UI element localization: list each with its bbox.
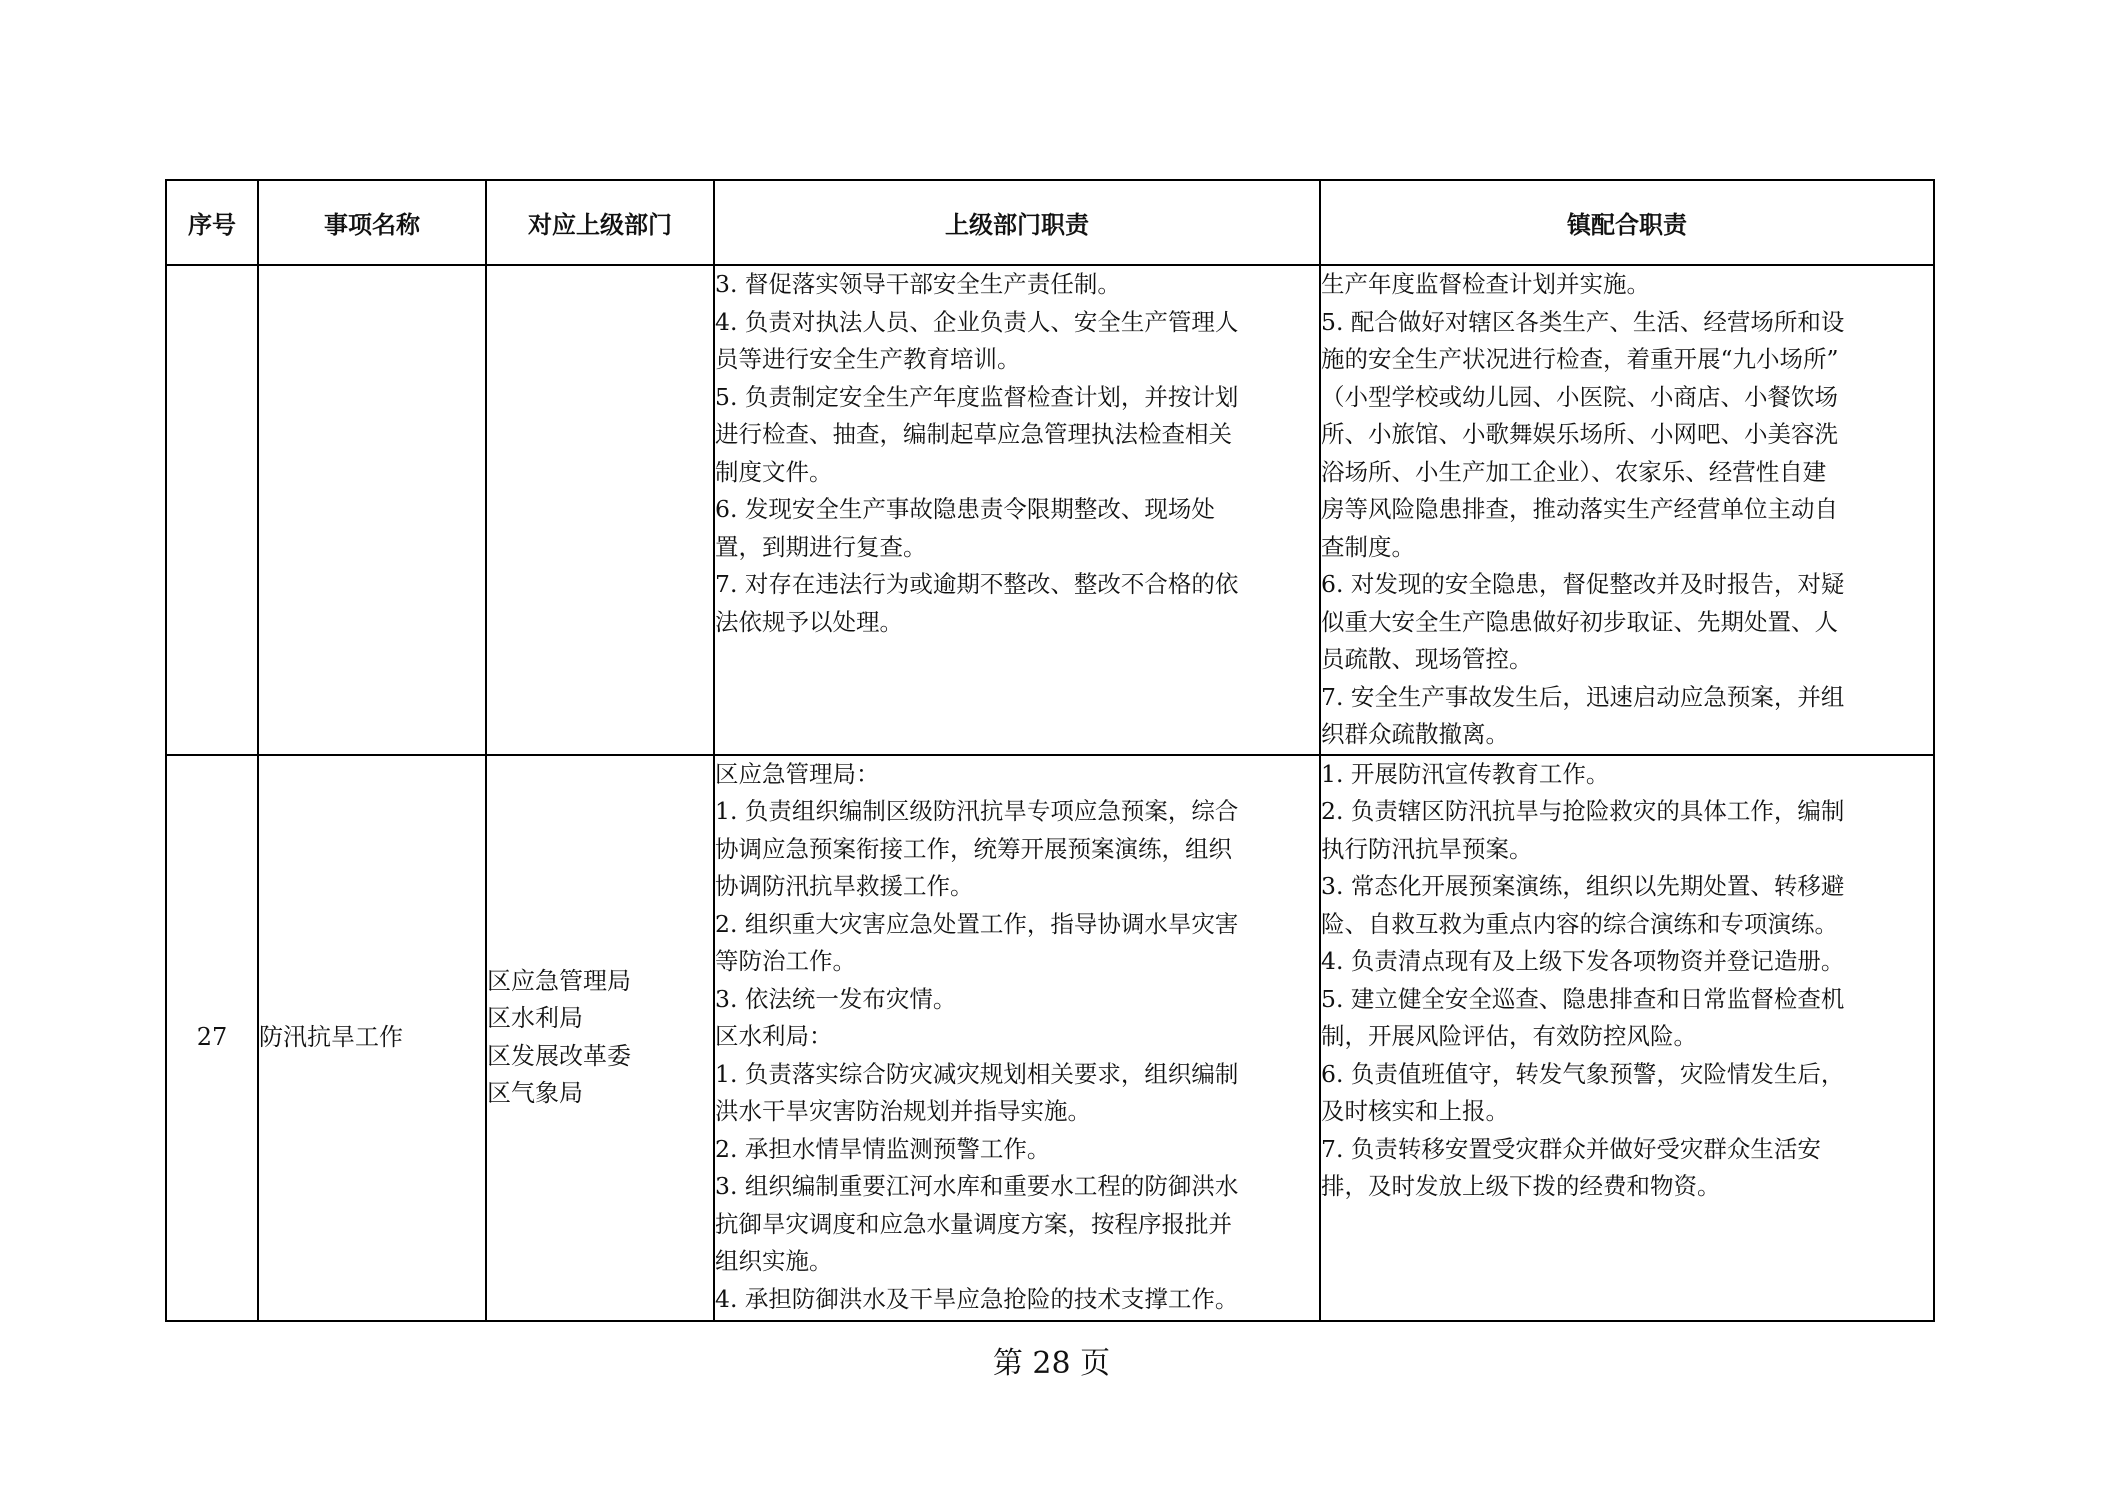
row-upper-dept — [486, 755, 714, 1321]
upper-duty-line: 员等进行安全生产教育培训。 — [715, 345, 1021, 373]
duty-table — [165, 179, 1935, 1322]
row-upper-duty — [714, 265, 1320, 755]
town-duty-line: 浴场所、小生产加工企业）、农家乐、经营性自建 — [1321, 457, 1827, 486]
town-duty-line: 似重大安全生产隐患做好初步取证、先期处置、人 — [1321, 607, 1838, 636]
dept-line: 区发展改革委 — [487, 1041, 631, 1070]
dept-line: 区气象局 — [487, 1079, 583, 1107]
town-duty-line: 6. 负责值班值守，转发气象预警，灾险情发生后， — [1321, 1059, 1845, 1088]
dept-line: 区应急管理局 — [487, 966, 631, 995]
upper-duty-line: 2. 组织重大灾害应急处置工作，指导协调水旱灾害 — [715, 909, 1239, 938]
row-item-name — [258, 265, 486, 755]
upper-duty-line: 1. 负责组织编制区级防汛抗旱专项应急预案，综合 — [715, 797, 1239, 825]
upper-duty-line: 3. 依法统一发布灾情。 — [715, 984, 957, 1013]
upper-duty-line: 6. 发现安全生产事故隐患责令限期整改、现场处 — [715, 495, 1215, 523]
header-town-duty: 镇配合职责 — [1320, 180, 1934, 265]
town-duty-line: 5. 配合做好对辖区各类生产、生活、经营场所和设 — [1321, 307, 1845, 336]
town-duty-line: 险、自救互救为重点内容的综合演练和专项演练。 — [1321, 909, 1838, 938]
upper-duty-line: 制度文件。 — [715, 457, 833, 486]
header-upper-duty: 上级部门职责 — [714, 180, 1320, 265]
town-duty-line: 所、小旅馆、小歌舞娱乐场所、小网吧、小美容洗 — [1321, 420, 1838, 448]
town-duty-line: （小型学校或幼儿园、小医院、小商店、小餐饮场 — [1321, 382, 1838, 411]
upper-duty-line: 法依规予以处理。 — [715, 607, 903, 636]
town-duty-line: 7. 负责转移安置受灾群众并做好受灾群众生活安 — [1321, 1134, 1821, 1163]
town-duty-line: 6. 对发现的安全隐患，督促整改并及时报告，对疑 — [1321, 570, 1845, 598]
town-duty-line: 2. 负责辖区防汛抗旱与抢险救灾的具体工作，编制 — [1321, 797, 1845, 825]
upper-duty-line: 7. 对存在违法行为或逾期不整改、整改不合格的依 — [715, 570, 1239, 598]
upper-duty-line: 3. 督促落实领导干部安全生产责任制。 — [715, 270, 1121, 298]
town-duty-line: 施的安全生产状况进行检查，着重开展“九小场所” — [1321, 345, 1839, 373]
upper-duty-line: 置，到期进行复查。 — [715, 532, 927, 561]
upper-duty-line: 洪水干旱灾害防治规划并指导实施。 — [715, 1097, 1091, 1125]
town-duty-line: 1. 开展防汛宣传教育工作。 — [1321, 759, 1610, 788]
town-duty-line: 3. 常态化开展预案演练，组织以先期处置、转移避 — [1321, 872, 1845, 900]
upper-duty-line: 协调应急预案衔接工作，统筹开展预案演练，组织 — [715, 834, 1232, 863]
upper-duty-line: 协调防汛抗旱救援工作。 — [715, 872, 974, 900]
header-upper-dept: 对应上级部门 — [486, 180, 714, 265]
town-duty-line: 房等风险隐患排查，推动落实生产经营单位主动自 — [1321, 495, 1838, 523]
upper-duty-line: 进行检查、抽查，编制起草应急管理执法检查相关 — [715, 420, 1232, 448]
row-item-name: 防汛抗旱工作 — [258, 755, 486, 1321]
town-duty-line: 执行防汛抗旱预案。 — [1321, 834, 1533, 863]
row-town-duty — [1320, 265, 1934, 755]
table-header-row — [166, 180, 1934, 265]
row-upper-duty — [714, 755, 1320, 1321]
header-item-name: 事项名称 — [258, 180, 486, 265]
town-duty-line: 7. 安全生产事故发生后，迅速启动应急预案，并组 — [1321, 682, 1845, 711]
upper-duty-line: 4. 承担防御洪水及干旱应急抢险的技术支撑工作。 — [715, 1284, 1239, 1313]
upper-duty-line: 5. 负责制定安全生产年度监督检查计划，并按计划 — [715, 382, 1239, 411]
upper-duty-line: 2. 承担水情旱情监测预警工作。 — [715, 1134, 1051, 1163]
upper-duty-line: 4. 负责对执法人员、企业负责人、安全生产管理人 — [715, 307, 1239, 336]
upper-duty-line: 区水利局： — [715, 1022, 833, 1050]
upper-duty-line: 组织实施。 — [715, 1247, 833, 1275]
table-row — [166, 755, 1934, 1321]
row-index: 27 — [166, 755, 258, 1321]
town-duty-line: 织群众疏散撤离。 — [1321, 720, 1509, 748]
town-duty-line: 及时核实和上报。 — [1321, 1097, 1509, 1125]
upper-duty-line: 等防治工作。 — [715, 947, 856, 975]
row-index — [166, 265, 258, 755]
upper-duty-line: 区应急管理局： — [715, 759, 880, 788]
town-duty-line: 员疏散、现场管控。 — [1321, 645, 1533, 673]
upper-duty-line: 抗御旱灾调度和应急水量调度方案，按程序报批并 — [715, 1209, 1232, 1238]
dept-line: 区水利局 — [487, 1004, 583, 1032]
upper-duty-line: 3. 组织编制重要江河水库和重要水工程的防御洪水 — [715, 1172, 1239, 1200]
page-number: 第 28 页 — [992, 1346, 1111, 1381]
town-duty-line: 排，及时发放上级下拨的经费和物资。 — [1321, 1172, 1721, 1200]
town-duty-line: 4. 负责清点现有及上级下发各项物资并登记造册。 — [1321, 947, 1845, 975]
town-duty-line: 制，开展风险评估，有效防控风险。 — [1321, 1022, 1697, 1050]
header-index: 序号 — [166, 180, 258, 265]
row-town-duty — [1320, 755, 1934, 1321]
town-duty-line: 生产年度监督检查计划并实施。 — [1321, 270, 1650, 298]
upper-duty-line: 1. 负责落实综合防灾减灾规划相关要求，组织编制 — [715, 1059, 1239, 1088]
town-duty-line: 查制度。 — [1321, 532, 1415, 561]
table-row — [166, 265, 1934, 755]
row-upper-dept — [486, 265, 714, 755]
town-duty-line: 5. 建立健全安全巡查、隐患排查和日常监督检查机 — [1321, 984, 1845, 1013]
